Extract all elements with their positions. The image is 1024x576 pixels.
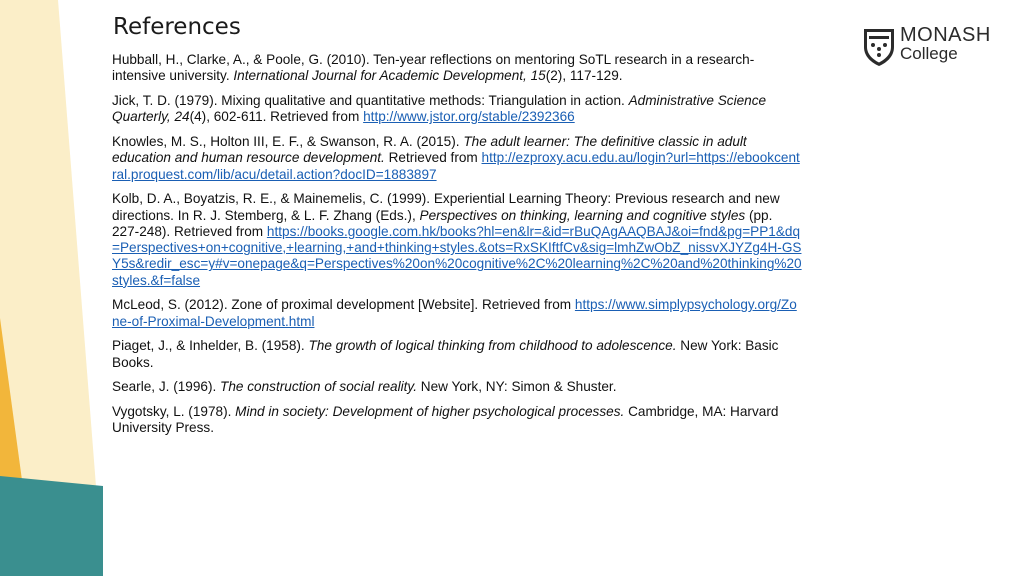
reference-link[interactable]: https://books.google.com.hk/books?hl=en&lr=&id=rBuQAgAAQBAJ&oi=fnd&pg=PP1&dq=Perspectives+on+cognitive,+learning,+and+thinking+styles.&ots=RxSKIftfCv&sig=lmhZwObZ_nissvXJYZg4H-GSY5s&redir_esc=y#v=onepage&q=Perspectives%20on%20cognitive%2C%20learning%2C%20and%20thinking%20styles.&f=false [112,223,802,288]
reference-item [112,191,802,289]
reference-list [112,52,802,445]
reference-details: (4), 602-611. Retrieved from [189,109,364,125]
cream-stripe [0,0,103,576]
reference-item [112,338,802,371]
reference-details: (2), 117-129. [545,68,623,84]
reference-details: New York, NY: Simon & Shuster. [417,379,617,395]
logo-wordmark: MONASH [900,24,991,46]
reference-title: Perspectives on thinking, learning and cognitive styles [419,207,746,223]
reference-item [112,52,802,85]
reference-details: New York: Basic Books. [112,338,779,370]
reference-link[interactable]: http://ezproxy.acu.edu.au/login?url=https://ebookcentral.proquest.com/lib/acu/detail.action?docID=1883897 [112,150,800,182]
reference-text: Vygotsky, L. (1978). [112,404,236,420]
teal-corner [0,476,103,576]
reference-title: The adult learner: The definitive classic in adult education and human resource development. [112,133,747,166]
reference-title: The growth of logical thinking from childhood to adolescence. [308,338,677,354]
reference-item [112,297,802,330]
reference-item [112,93,802,126]
reference-details: (pp. 227-248). Retrieved from [112,207,773,239]
reference-title: Mind in society: Development of higher psychological processes. [235,404,625,420]
reference-details: Cambridge, MA: Harvard University Press. [112,404,779,436]
gold-stripe [0,318,35,576]
reference-text: Knowles, M. S., Holton III, E. F., & Swanson, R. A. (2015). [112,133,464,149]
reference-item [112,134,802,183]
reference-title: International Journal for Academic Development, 15 [233,68,546,84]
reference-text: Piaget, J., & Inhelder, B. (1958). [112,338,309,354]
crest-icon [862,27,896,67]
reference-link[interactable]: https://www.simplypsychology.org/Zone-of-Proximal-Development.html [112,297,797,329]
logo-subtitle: College [900,44,958,63]
reference-title: Administrative Science Quarterly, 24 [112,92,767,125]
reference-text: Hubball, H., Clarke, A., & Poole, G. (2010). Ten-year reflections on mentoring SoTL research in a research-intensive university. [112,52,755,84]
reference-text: McLeod, S. (2012). Zone of proximal development [Website]. Retrieved from [112,297,575,313]
reference-item [112,379,802,395]
reference-text: Jick, T. D. (1979). Mixing qualitative and quantitative methods: Triangulation in action. [112,92,629,108]
reference-text: Kolb, D. A., Boyatzis, R. E., & Mainemelis, C. (1999). Experiential Learning Theory: Previous research and new directions. In R. J. Stemberg, & L. F. Zhang (Eds.), [112,191,780,223]
reference-link[interactable]: http://www.jstor.org/stable/2392366 [363,109,575,125]
reference-text: Searle, J. (1996). [112,379,221,395]
reference-details: Retrieved from [384,150,482,166]
reference-title: The construction of social reality. [220,379,417,395]
monash-college-logo [862,24,1002,70]
reference-item [112,404,802,437]
page-title: References [113,14,241,40]
